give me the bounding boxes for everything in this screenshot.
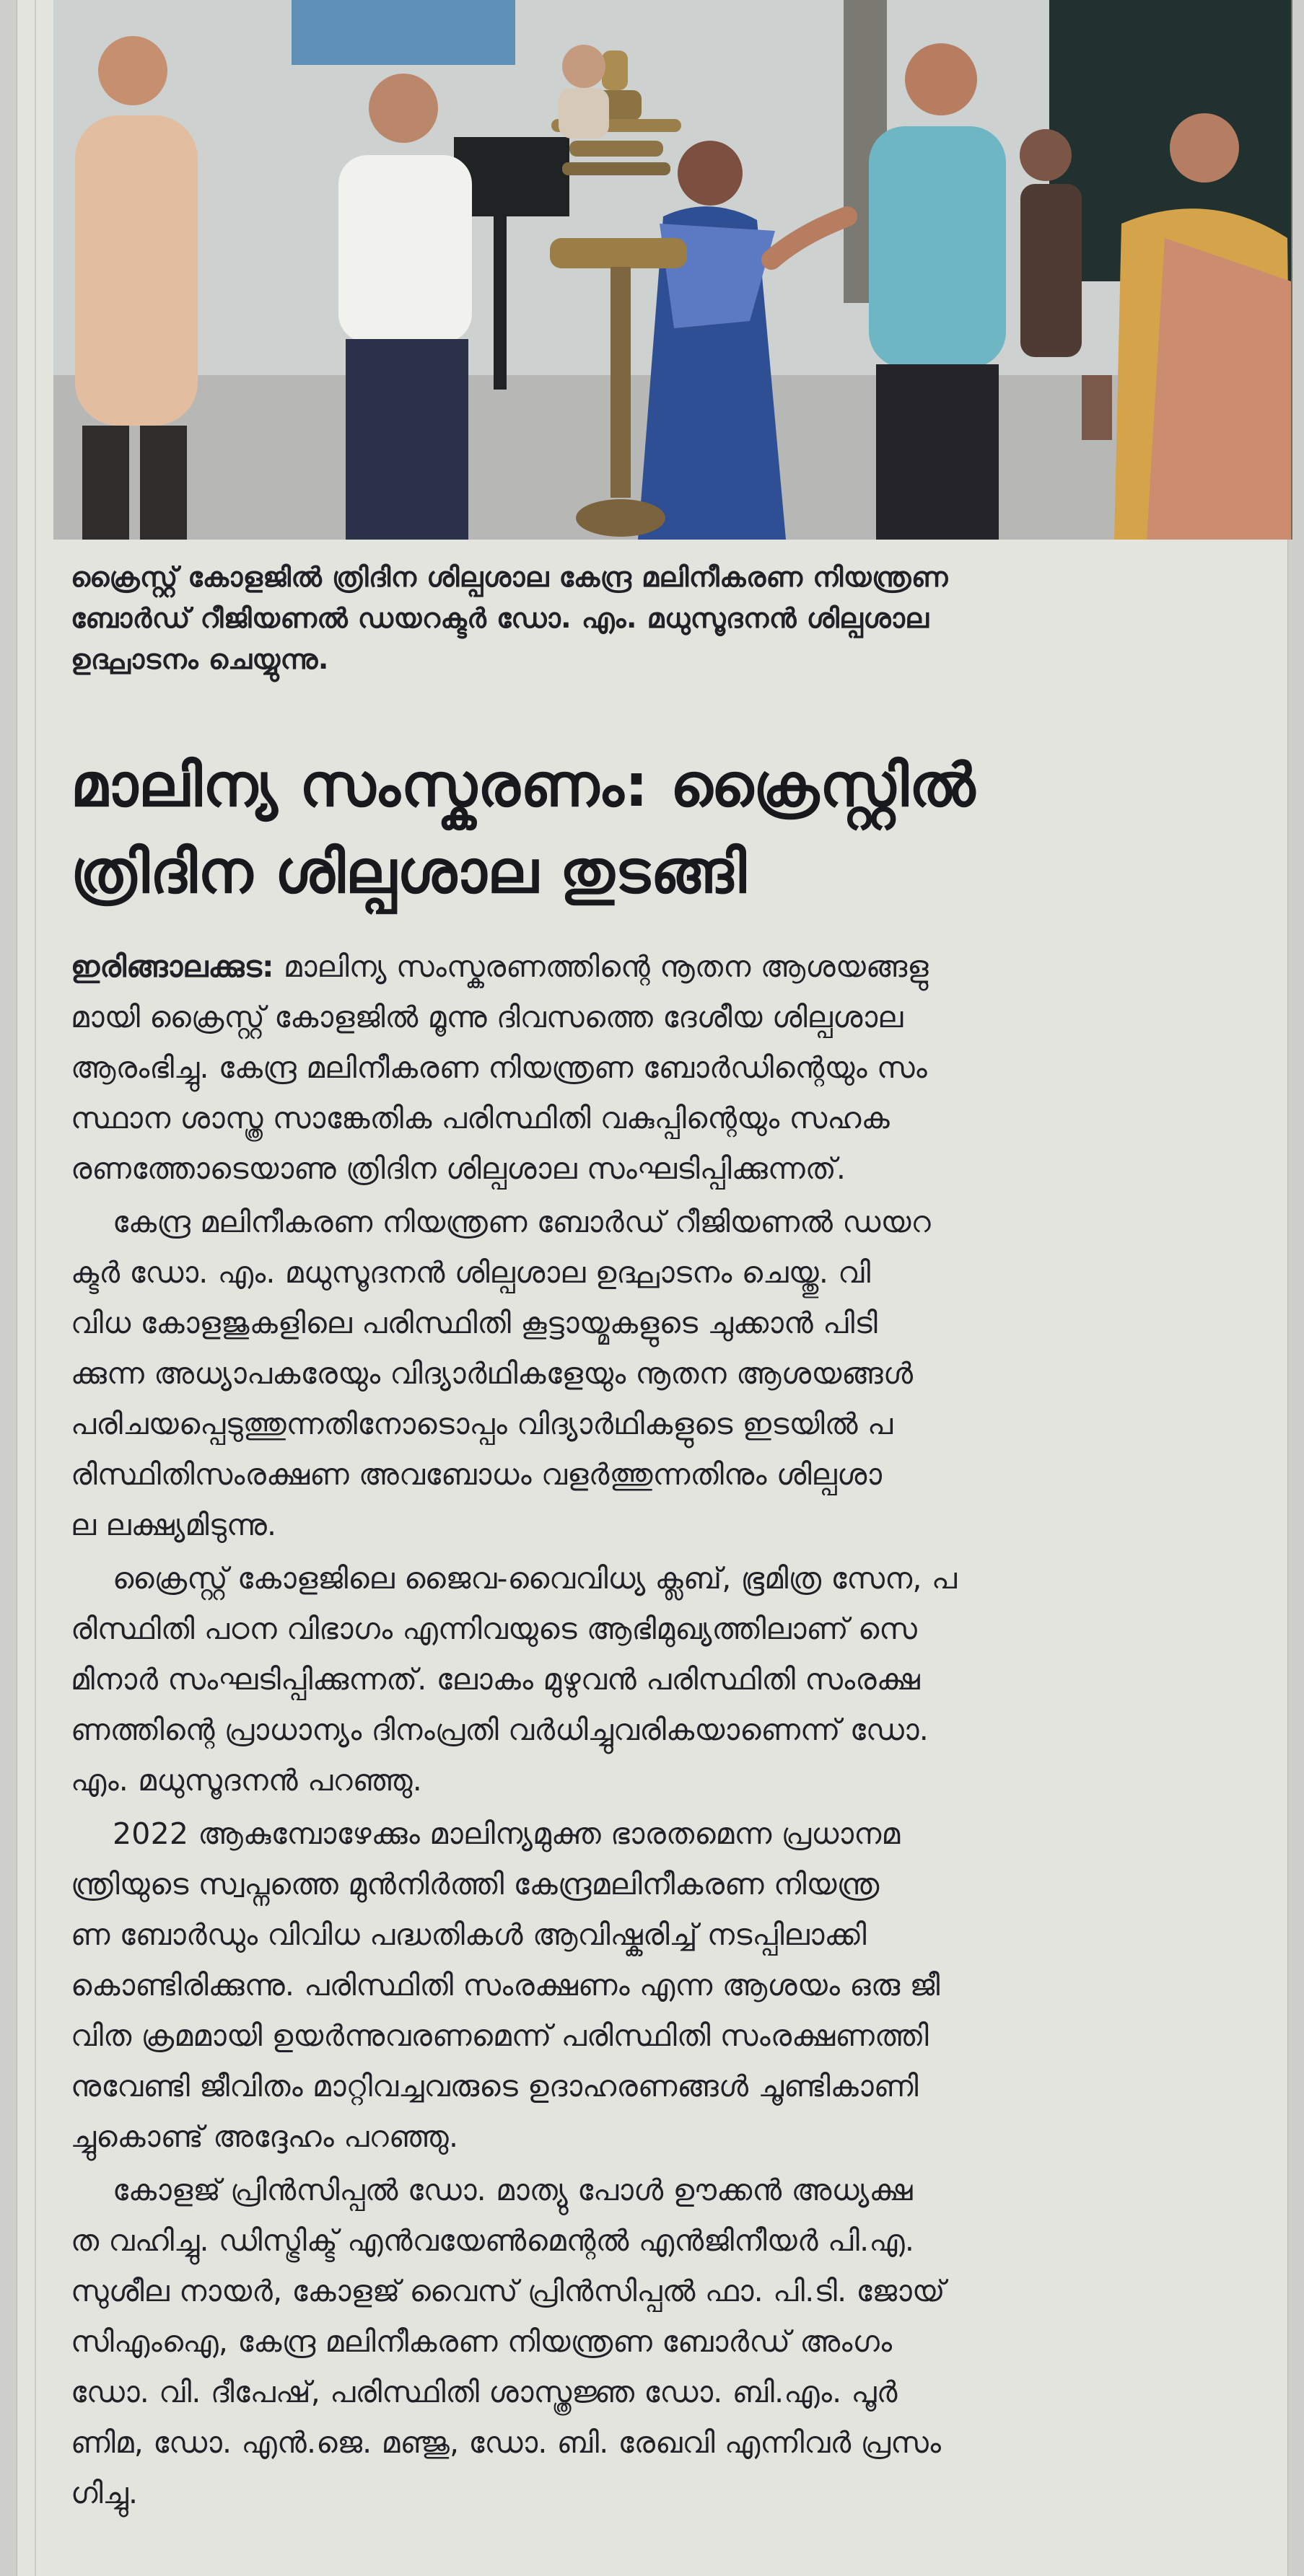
article-headline: മാലിന്യ സംസ്കരണം: ക്രൈസ്റ്റിൽ ത്രിദിന ശില്പശാല തുടങ്ങി [71, 752, 976, 907]
lamp-lighting-photo [53, 0, 1291, 540]
paragraph-1-text: മാലിന്യ സംസ്കരണത്തിന്റെ നൂതന ആശയങ്ങളു മായി ക്രൈസ്റ്റ് കോളജിൽ മൂന്നു ദിവസത്തെ ദേശീയ ശില്പശാല ആരംഭിച്ചു. കേന്ദ്ര മലിനീകരണ നിയന്ത്രണ ബോർഡിന്റെയും സം സ്ഥാന ശാസ്ത്ര സാങ്കേതിക പരിസ്ഥിതി വകുപ്പിന്റെയും സഹക രണത്തോടെയാണു ത്രിദിന ശില്പശാല സംഘടിപ്പിക്കുന്നത്. [71, 949, 929, 1186]
article-paragraph-1 [71, 941, 1283, 1194]
article-paragraph-4: 2022 ആകുമ്പോഴേക്കും മാലിന്യമുക്ത ഭാരതമെന്ന പ്രധാനമ ന്ത്രിയുടെ സ്വപ്നത്തെ മുൻനിർത്തി കേന്ദ്രമലിനീകരണ നിയന്ത്ര ണ ബോർഡും വിവിധ പദ്ധതികൾ ആവിഷ്കരിച്ച് നടപ്പിലാക്കി കൊണ്ടിരിക്കുന്നു. പരിസ്ഥിതി സംരക്ഷണം എന്ന ആശയം ഒരു ജീ വിത ക്രമമായി ഉയർന്നുവരണമെന്ന് പരിസ്ഥിതി സംരക്ഷണത്തി നുവേണ്ടി ജീവിതം മാറ്റിവച്ചവരുടെ ഉദാഹരണങ്ങൾ ചൂണ്ടികാണി ച്ചുകൊണ്ട് അദ്ദേഹം പറഞ്ഞു. [71, 1816, 940, 2154]
article-body [71, 941, 1283, 2521]
newspaper-clipping [17, 0, 1287, 2576]
news-photo [53, 0, 1292, 540]
article-paragraph-5: കോളജ് പ്രിൻസിപ്പൽ ഡോ. മാത്യു പോൾ ഊക്കൻ അധ്യക്ഷ ത വഹിച്ചു. ഡിസ്ട്രിക്ട് എൻവയേൺമെന്റൽ എൻജിനീയർ പി.എ. സുശീല നായർ, കോളജ് വൈസ് പ്രിൻസിപ്പൽ ഫാ. പി.ടി. ജോയ് സിഎംഐ, കേന്ദ്ര മലിനീകരണ നിയന്ത്രണ ബോർഡ് അംഗം ഡോ. വി. ദീപേഷ്, പരിസ്ഥിതി ശാസ്ത്രജ്ഞ ഡോ. ബി.എം. പൂർ ണിമ, ഡോ. എൻ.ജെ. മഞ്ജു, ഡോ. ബി. രേഖവി എന്നിവർ പ്രസം ഗിച്ചു. [71, 2173, 945, 2510]
article-paragraph-2: കേന്ദ്ര മലിനീകരണ നിയന്ത്രണ ബോർഡ് റീജിയണൽ ഡയറ ക്ടർ ഡോ. എം. മധുസൂദനൻ ശില്പശാല ഉദ്ഘാടനം ചെയ്തു. വി വിധ കോളജുകളിലെ പരിസ്ഥിതി കൂട്ടായ്മകളുടെ ചുക്കാൻ പിടി ക്കുന്ന അധ്യാപകരേയും വിദ്യാർഥികളേയും നൂതന ആശയങ്ങൾ പരിചയപ്പെടുത്തുന്നതിനോടൊപ്പം വിദ്യാർഥികളുടെ ഇടയിൽ പ രിസ്ഥിതിസംരക്ഷണ അവബോധം വളർത്തുന്നതിനും ശില്പശാ ല ലക്ഷ്യമിടുന്നു. [71, 1205, 931, 1542]
dateline: ഇരിങ്ങാലക്കുട: [71, 949, 274, 984]
photo-caption: ക്രൈസ്റ്റ് കോളജിൽ ത്രിദിന ശില്പശാല കേന്ദ്ര മലിനീകരണ നിയന്ത്രണ ബോർഡ് റീജിയണൽ ഡയറക്ടർ ഡോ. എം. മധുസൂദനൻ ശില്പശാല ഉദ്ഘാടനം ചെയ്യുന്നു. [71, 561, 948, 675]
paper-edge-line [35, 0, 36, 2576]
person-background-top [559, 45, 609, 139]
article-paragraph-3: ക്രൈസ്റ്റ് കോളജിലെ ജൈവ-വൈവിധ്യ ക്ലബ്, ഭൂമിത്ര സേന, പ രിസ്ഥിതി പഠന വിഭാഗം എന്നിവയുടെ ആഭിമുഖ്യത്തിലാണ് സെ മിനാർ സംഘടിപ്പിക്കുന്നത്. ലോകം മുഴുവൻ പരിസ്ഥിതി സംരക്ഷ ണത്തിന്റെ പ്രാധാന്യം ദിനംപ്രതി വർധിച്ചുവരികയാണെന്ന് ഡോ. എം. മധുസൂദനൻ പറഞ്ഞു. [71, 1561, 958, 1798]
